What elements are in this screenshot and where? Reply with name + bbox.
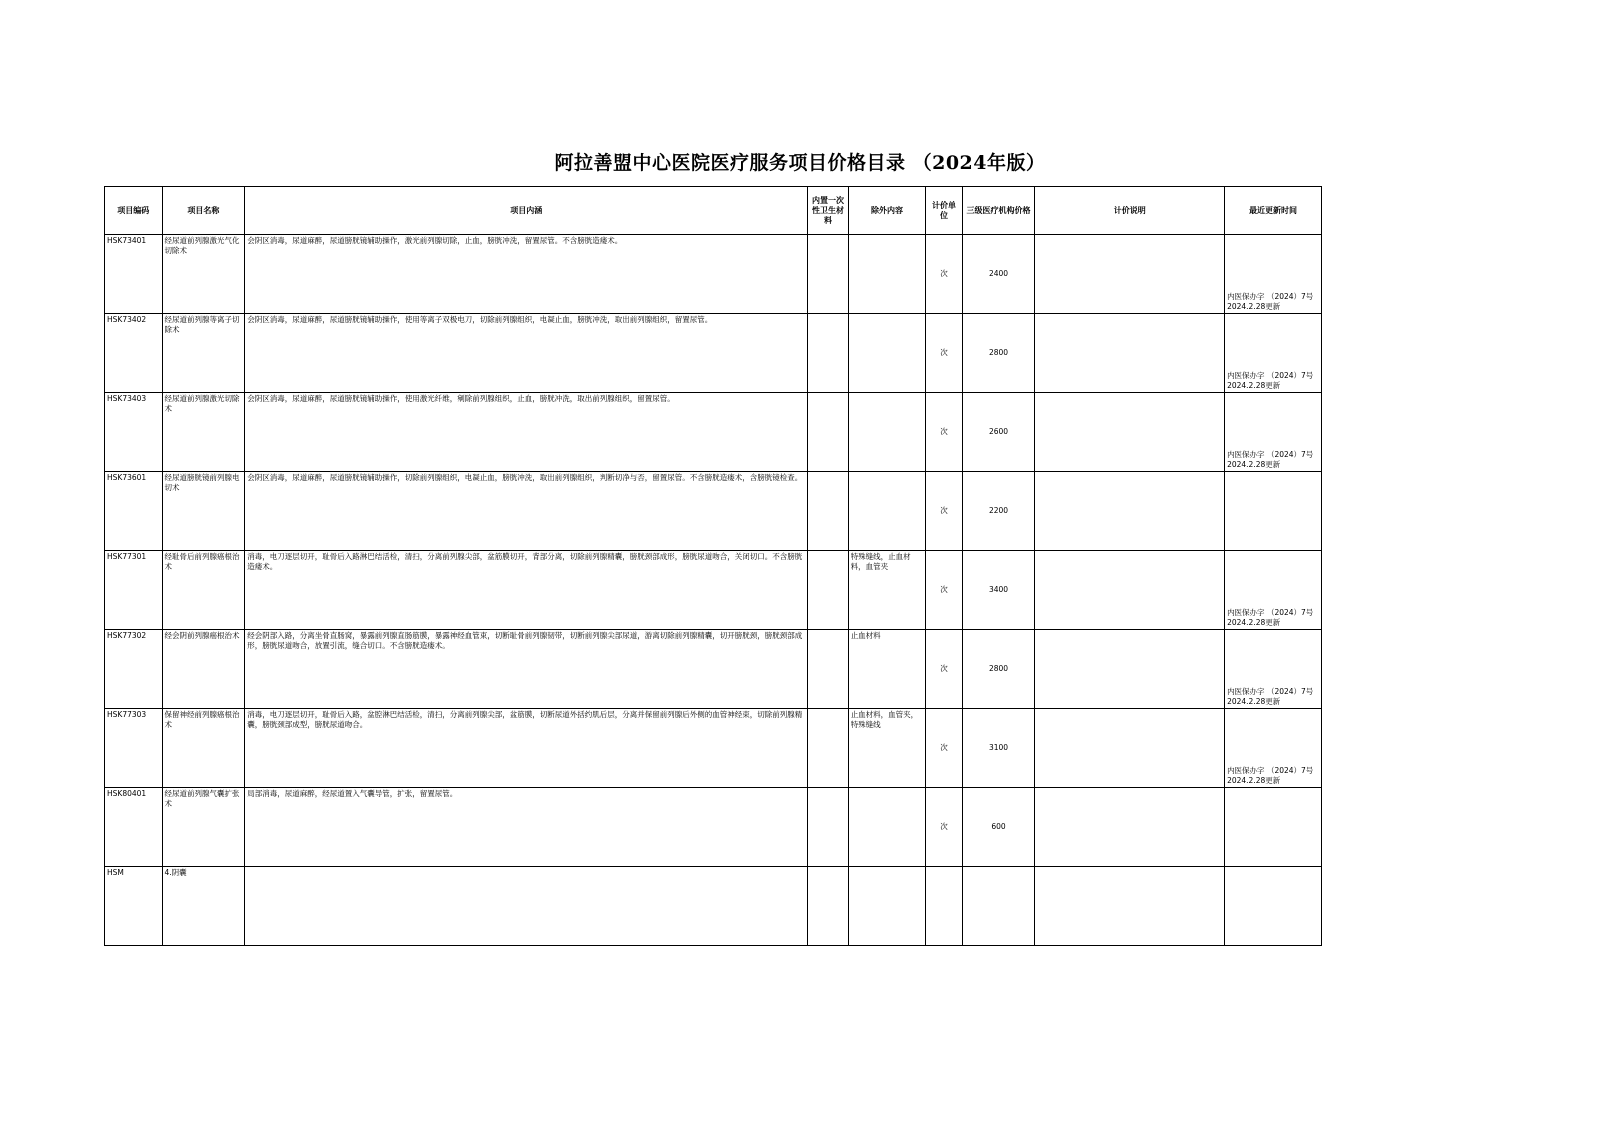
cell-updated: 内医保办字 （2024）7号 2024.2.28更新 [1225,314,1322,393]
cell-name: 经尿道前列腺等离子切除术 [162,314,245,393]
cell-updated: 内医保办字 （2024）7号 2024.2.28更新 [1225,235,1322,314]
cell-content: 会阴区消毒，尿道麻醉，尿道膀胱镜辅助操作，使用等离子双极电刀，切除前列腺组织，电凝止血，膀胱冲洗，取出前列腺组织，留置尿管。 [245,314,808,393]
cell-updated: 内医保办字 （2024）7号 2024.2.28更新 [1225,709,1322,788]
cell-code: HSM [105,867,163,946]
page-title: 阿拉善盟中心医院医疗服务项目价格目录 （2024年版） [554,152,1046,174]
table-body [105,235,1322,946]
cell-note [1035,393,1225,472]
cell-content: 会阴区消毒，尿道麻醉，尿道膀胱镜辅助操作，激光前列腺切除，止血，膀胱冲洗，留置尿管。不含膀胱造瘘术。 [245,235,808,314]
cell-content: 消毒，电刀逐层切开，耻骨后入路，盆腔淋巴结活检，清扫，分离前列腺尖部，盆筋膜，切断尿道外括约肌后层，分离并保留前列腺后外侧的血管神经束，切除前列腺精囊，膀胱颈部成型，膀胱尿道吻合。 [245,709,808,788]
cell-price: 3400 [962,551,1035,630]
cell-materials [808,393,848,472]
cell-materials [808,472,848,551]
cell-name: 保留神经前列腺癌根治术 [162,709,245,788]
cell-content: 经会阴部入路，分离坐骨直肠窝，暴露前列腺直肠筋膜，暴露神经血管束，切断耻骨前列腺韧带，切断前列腺尖部尿道，游离切除前列腺精囊，切开膀胱颈，膀胱颈部成形，膀胱尿道吻合，放置引流，缝合切口。不含膀胱造瘘术。 [245,630,808,709]
cell-code: HSK73403 [105,393,163,472]
cell-unit: 次 [926,551,962,630]
cell-content: 会阴区消毒，尿道麻醉，尿道膀胱镜辅助操作，使用激光纤维，剜除前列腺组织，止血，膀胱冲洗，取出前列腺组织，留置尿管。 [245,393,808,472]
cell-content: 会阴区消毒，尿道麻醉，尿道膀胱镜辅助操作，切除前列腺组织，电凝止血，膀胱冲洗，取出前列腺组织，判断切净与否，留置尿管。不含膀胱造瘘术，含膀胱镜检查。 [245,472,808,551]
cell-price: 2800 [962,314,1035,393]
cell-materials [808,709,848,788]
cell-note [1035,235,1225,314]
cell-excluded: 止血材料，血管夹，特殊缝线 [848,709,926,788]
cell-price [962,867,1035,946]
table-row [105,551,1322,630]
cell-content: 消毒，电刀逐层切开，耻骨后入路淋巴结活检，清扫，分离前列腺尖部，盆筋膜切开，背部分离，切除前列腺精囊，膀胱颈部成形，膀胱尿道吻合，关闭切口。不含膀胱造瘘术。 [245,551,808,630]
cell-note [1035,630,1225,709]
cell-code: HSK73601 [105,472,163,551]
cell-excluded [848,472,926,551]
table-row [105,393,1322,472]
cell-name: 经会阴前列腺癌根治术 [162,630,245,709]
header-updated: 最近更新时间 [1225,187,1322,235]
cell-unit: 次 [926,314,962,393]
cell-materials [808,314,848,393]
cell-unit: 次 [926,630,962,709]
header-note: 计价说明 [1035,187,1225,235]
table-row [105,788,1322,867]
cell-updated [1225,472,1322,551]
cell-materials [808,235,848,314]
table-row [105,314,1322,393]
cell-unit [926,867,962,946]
cell-materials [808,788,848,867]
header-excluded: 除外内容 [848,187,926,235]
cell-updated: 内医保办字 （2024）7号 2024.2.28更新 [1225,551,1322,630]
cell-content: 局部消毒，尿道麻醉，经尿道置入气囊导管，扩张，留置尿管。 [245,788,808,867]
header-unit: 计价单位 [926,187,962,235]
cell-name: 经尿道前列腺激光切除术 [162,393,245,472]
cell-excluded: 止血材料 [848,630,926,709]
cell-unit: 次 [926,788,962,867]
cell-price: 3100 [962,709,1035,788]
cell-materials [808,551,848,630]
header-materials: 内置一次性卫生材料 [808,187,848,235]
header-price: 三级医疗机构价格 [962,187,1035,235]
cell-code: HSK80401 [105,788,163,867]
cell-price: 600 [962,788,1035,867]
table-row [105,867,1322,946]
table-header [105,187,1322,235]
price-catalog-table [104,186,1322,946]
cell-price: 2600 [962,393,1035,472]
cell-name: 经尿道前列腺激光气化切除术 [162,235,245,314]
cell-note [1035,551,1225,630]
cell-price: 2400 [962,235,1035,314]
cell-code: HSK77303 [105,709,163,788]
cell-materials [808,867,848,946]
cell-note [1035,867,1225,946]
cell-code: HSK73401 [105,235,163,314]
table-row [105,472,1322,551]
cell-updated [1225,788,1322,867]
cell-code: HSK77302 [105,630,163,709]
cell-note [1035,314,1225,393]
cell-excluded: 特殊缝线，止血材料，血管夹 [848,551,926,630]
cell-excluded [848,235,926,314]
cell-excluded [848,788,926,867]
cell-updated: 内医保办字 （2024）7号 2024.2.28更新 [1225,393,1322,472]
cell-excluded [848,867,926,946]
cell-name: 4.阴囊 [162,867,245,946]
header-row [105,187,1322,235]
cell-note [1035,709,1225,788]
cell-name: 经尿道膀胱镜前列腺电切术 [162,472,245,551]
cell-unit: 次 [926,472,962,551]
cell-updated: 内医保办字 （2024）7号 2024.2.28更新 [1225,630,1322,709]
cell-name: 经耻骨后前列腺癌根治术 [162,551,245,630]
cell-materials [808,630,848,709]
cell-name: 经尿道前列腺气囊扩张术 [162,788,245,867]
cell-note [1035,788,1225,867]
cell-unit: 次 [926,709,962,788]
cell-content [245,867,808,946]
cell-unit: 次 [926,393,962,472]
header-name: 项目名称 [162,187,245,235]
table-row [105,709,1322,788]
table-row [105,630,1322,709]
cell-excluded [848,393,926,472]
cell-code: HSK77301 [105,551,163,630]
cell-price: 2200 [962,472,1035,551]
cell-excluded [848,314,926,393]
table-row [105,235,1322,314]
cell-unit: 次 [926,235,962,314]
cell-price: 2800 [962,630,1035,709]
header-content: 项目内涵 [245,187,808,235]
cell-note [1035,472,1225,551]
cell-updated [1225,867,1322,946]
cell-code: HSK73402 [105,314,163,393]
header-code: 项目编码 [105,187,163,235]
